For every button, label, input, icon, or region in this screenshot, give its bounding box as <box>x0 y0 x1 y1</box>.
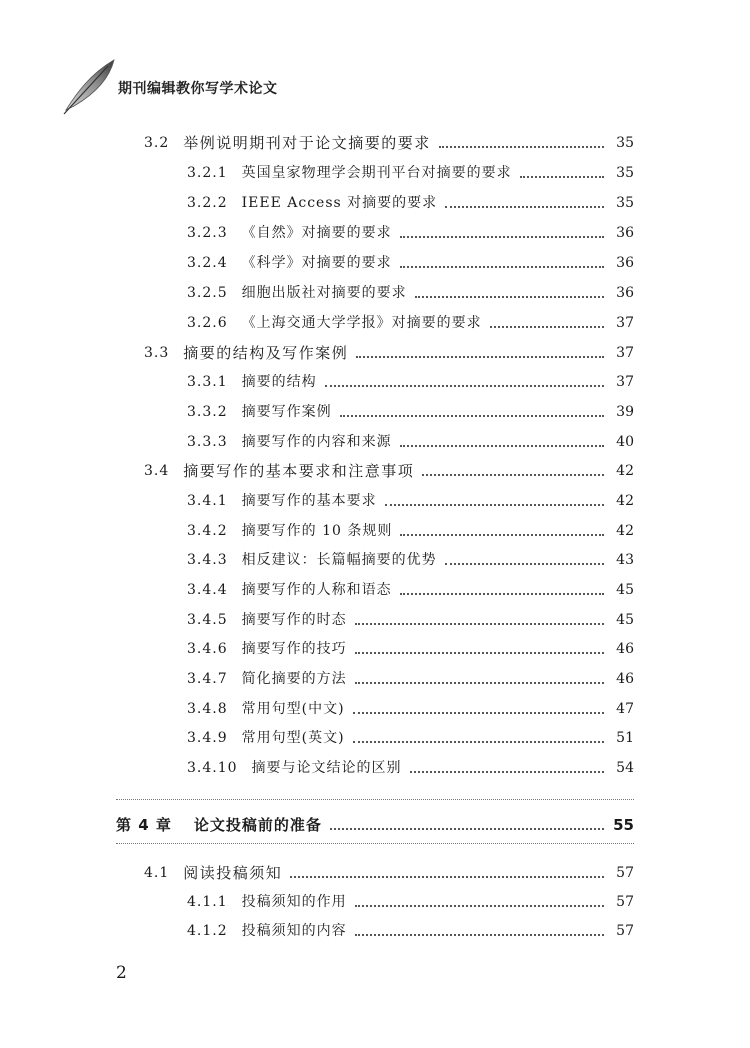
toc-entry-page: 46 <box>616 641 634 657</box>
dot-leader <box>353 711 604 714</box>
toc-entry <box>187 666 634 688</box>
toc-entry-title: 《科学》对摘要的要求 <box>241 255 392 271</box>
toc-entry <box>144 860 634 882</box>
toc-entry <box>144 458 634 480</box>
toc-entry-number: 3.3.1 <box>187 374 228 390</box>
toc-entry-number: 3.2 <box>144 135 170 151</box>
toc-entry-number: 3.2.2 <box>187 195 228 211</box>
toc-entry-title: IEEE Access 对摘要的要求 <box>241 195 438 211</box>
toc-entry <box>187 399 634 421</box>
dot-leader <box>400 235 604 238</box>
toc-entry-title: 摘要的结构 <box>241 374 317 390</box>
dot-leader <box>330 827 604 830</box>
dot-leader <box>355 622 604 625</box>
toc-entry-title: 投稿须知的作用 <box>241 894 347 910</box>
dot-leader <box>400 533 604 536</box>
toc-entry-page: 54 <box>616 760 634 776</box>
toc-entry-page: 42 <box>616 463 634 479</box>
toc-entry-number: 第 4 章 <box>116 816 172 834</box>
dot-leader <box>520 175 604 178</box>
toc-entry <box>187 725 634 747</box>
toc-entry-title: 《自然》对摘要的要求 <box>241 225 392 241</box>
toc-entry-number: 3.4.9 <box>187 730 228 746</box>
toc-entry-title: 细胞出版社对摘要的要求 <box>241 285 407 301</box>
toc-entry-title: 摘要写作的技巧 <box>241 641 347 657</box>
toc-entry-page: 57 <box>616 865 634 881</box>
toc-entry <box>187 607 634 629</box>
toc-entry-title: 摘要写作案例 <box>241 404 332 420</box>
dot-leader <box>340 414 604 417</box>
toc-entry-page: 36 <box>616 285 634 301</box>
toc-entry-title: 举例说明期刊对于论文摘要的要求 <box>183 134 431 152</box>
toc-entry-title: 常用句型(英文) <box>241 730 345 746</box>
dot-leader <box>355 904 604 907</box>
toc-entry-title: 摘要写作的基本要求和注意事项 <box>183 462 415 480</box>
toc-entry <box>187 488 634 510</box>
dot-leader <box>445 562 604 565</box>
toc-entry-page: 51 <box>616 730 634 746</box>
dot-leader <box>325 384 604 387</box>
toc-entry-title: 摘要写作的基本要求 <box>241 493 377 509</box>
toc-entry <box>187 280 634 302</box>
chapter-divider-top <box>116 799 634 800</box>
toc-entry-title: 摘要写作的内容和来源 <box>241 434 392 450</box>
toc-entry-title: 英国皇家物理学会期刊平台对摘要的要求 <box>241 165 512 181</box>
toc-entry-number: 3.2.5 <box>187 285 228 301</box>
page-number: 2 <box>116 963 127 983</box>
toc-entry <box>116 812 634 834</box>
toc-entry-title: 相反建议：长篇幅摘要的优势 <box>241 552 437 568</box>
toc-entry-number: 3.4.10 <box>187 760 238 776</box>
dot-leader <box>445 205 604 208</box>
toc-entry <box>187 918 634 940</box>
toc-entry <box>187 577 634 599</box>
toc-entry <box>187 889 634 911</box>
toc-entry-title: 《上海交通大学学报》对摘要的要求 <box>241 315 482 331</box>
toc-entry-title: 摘要与论文结论的区别 <box>251 760 402 776</box>
toc-entry-number: 4.1 <box>144 865 170 881</box>
toc-entry-number: 3.2.4 <box>187 255 228 271</box>
toc-entry-page: 45 <box>616 612 634 628</box>
dot-leader <box>400 265 604 268</box>
toc-entry-page: 37 <box>616 345 634 361</box>
toc-entry-page: 36 <box>616 225 634 241</box>
toc-entry-page: 40 <box>616 434 634 450</box>
toc-entry-number: 4.1.2 <box>187 923 228 939</box>
toc-entry-page: 47 <box>616 701 634 717</box>
toc-entry-page: 37 <box>616 315 634 331</box>
toc-entry-title: 摘要写作的 10 条规则 <box>241 523 393 539</box>
toc-entry-title: 摘要写作的时态 <box>241 612 347 628</box>
dot-leader <box>410 770 604 773</box>
toc-entry-page: 57 <box>616 923 634 939</box>
toc-entry-title: 摘要的结构及写作案例 <box>183 344 349 362</box>
toc-entry-page: 36 <box>616 255 634 271</box>
toc-entry-number: 3.4.3 <box>187 552 228 568</box>
toc-entry-title: 常用句型(中文) <box>241 701 345 717</box>
toc-entry-title: 论文投稿前的准备 <box>193 816 322 834</box>
toc-entry-title: 摘要写作的人称和语态 <box>241 582 392 598</box>
toc-entry-number: 3.4.5 <box>187 612 228 628</box>
toc-entry-number: 3.4.4 <box>187 582 228 598</box>
toc-entry <box>187 190 634 212</box>
toc-entry <box>187 310 634 332</box>
dot-leader <box>422 473 604 476</box>
dot-leader <box>355 933 604 936</box>
toc-entry-page: 39 <box>616 404 634 420</box>
toc-entry-page: 45 <box>616 582 634 598</box>
toc-entry-number: 3.3 <box>144 345 170 361</box>
dot-leader <box>356 355 604 358</box>
toc-entry <box>187 547 634 569</box>
toc-entry-number: 3.4.6 <box>187 641 228 657</box>
dot-leader <box>439 145 604 148</box>
toc-entry-page: 57 <box>616 894 634 910</box>
toc-entry-title: 简化摘要的方法 <box>241 671 347 687</box>
dot-leader <box>385 503 604 506</box>
toc-entry-page: 35 <box>616 165 634 181</box>
dot-leader <box>355 681 604 684</box>
toc-entry-number: 3.2.6 <box>187 315 228 331</box>
toc-entry-page: 35 <box>616 195 634 211</box>
quill-feather-icon <box>60 54 120 116</box>
dot-leader <box>353 740 604 743</box>
toc-entry <box>187 220 634 242</box>
dot-leader <box>355 651 604 654</box>
toc-entry <box>187 250 634 272</box>
toc-entry <box>187 429 634 451</box>
toc-entry <box>144 130 634 152</box>
toc-entry-page: 43 <box>616 552 634 568</box>
toc-entry-page: 46 <box>616 671 634 687</box>
toc-entry-number: 3.2.3 <box>187 225 228 241</box>
toc-entry-title: 阅读投稿须知 <box>183 864 283 882</box>
toc-entry <box>144 340 634 362</box>
toc-entry <box>187 160 634 182</box>
toc-entry <box>187 636 634 658</box>
dot-leader <box>415 295 604 298</box>
dot-leader <box>400 444 604 447</box>
toc-entry-number: 3.4.8 <box>187 701 228 717</box>
toc-entry-page: 55 <box>613 816 634 834</box>
dot-leader <box>290 875 604 878</box>
toc-entry-page: 42 <box>616 493 634 509</box>
toc-entry <box>187 696 634 718</box>
toc-entry-page: 37 <box>616 374 634 390</box>
dot-leader <box>490 325 604 328</box>
chapter-divider-bottom <box>116 843 634 844</box>
toc-entry-page: 35 <box>616 135 634 151</box>
toc-entry-number: 3.4.1 <box>187 493 228 509</box>
toc-entry <box>187 518 634 540</box>
toc-entry-number: 3.4.7 <box>187 671 228 687</box>
running-header <box>60 54 420 116</box>
dot-leader <box>400 592 604 595</box>
toc-entry-page: 42 <box>616 523 634 539</box>
toc-entry-number: 3.4 <box>144 463 170 479</box>
toc-entry-number: 3.3.2 <box>187 404 228 420</box>
toc-entry <box>187 369 634 391</box>
toc-entry-number: 3.4.2 <box>187 523 228 539</box>
toc-entry-number: 4.1.1 <box>187 894 228 910</box>
toc-entry-title: 投稿须知的内容 <box>241 923 347 939</box>
toc-entry-number: 3.3.3 <box>187 434 228 450</box>
toc-entry <box>187 755 634 777</box>
header-title: 期刊编辑教你写学术论文 <box>118 81 278 97</box>
toc-entry-number: 3.2.1 <box>187 165 228 181</box>
